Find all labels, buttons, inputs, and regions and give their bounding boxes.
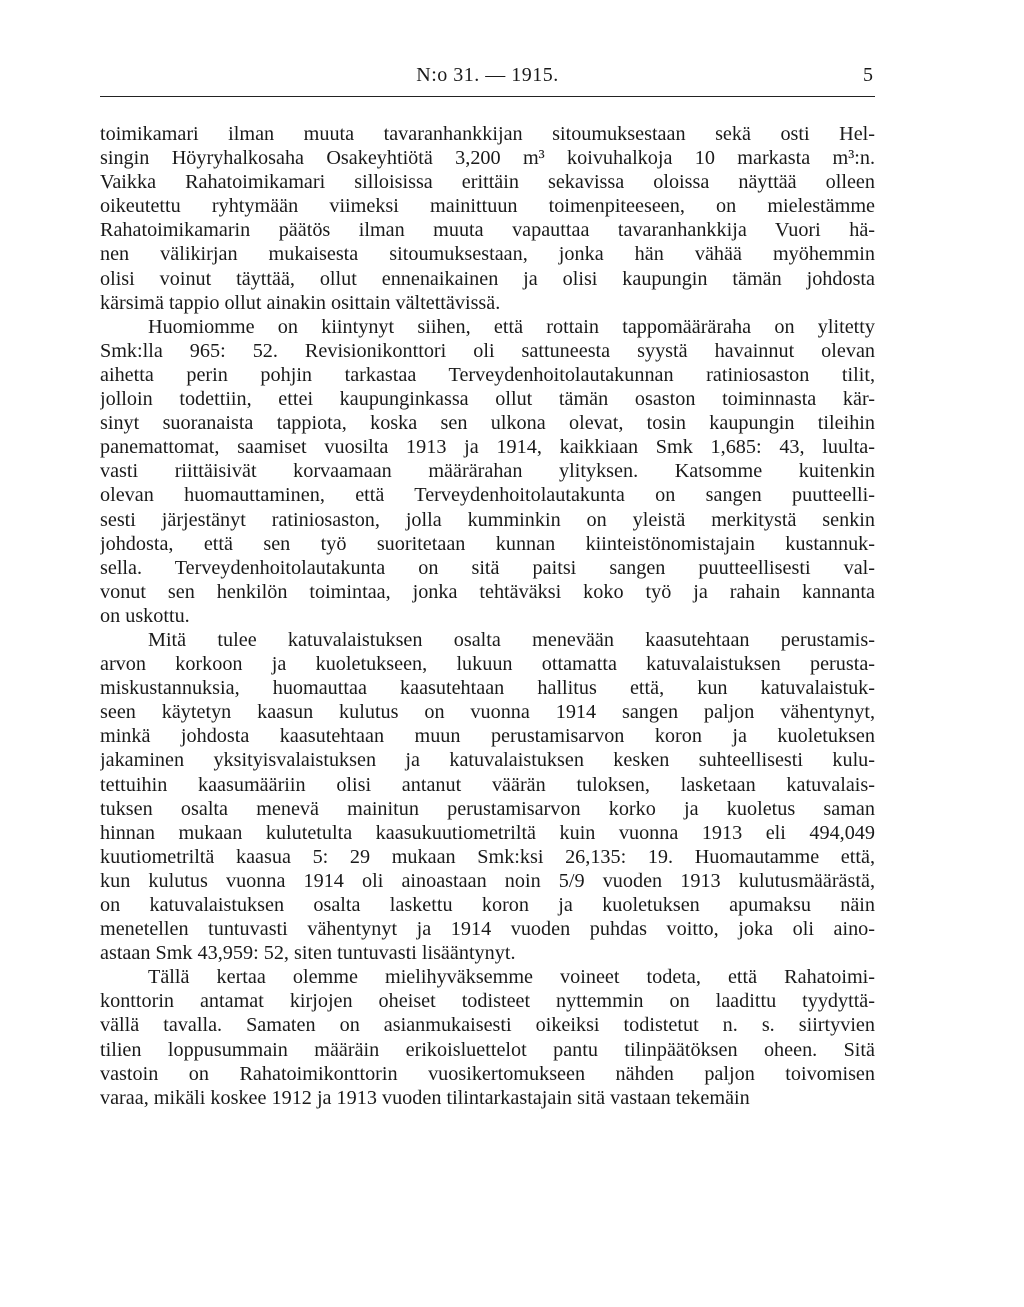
text-line: minkä johdosta kaasutehtaan muun perustamisarvon koron ja kuoletuksen (100, 725, 875, 748)
text-line: on uskottu. (100, 604, 190, 627)
text-line: tettuihin kaasumääriin olisi antanut väärän tuloksen, lasketaan katuvalais- (100, 773, 875, 796)
text-line: oikeutettu ryhtymään viimeksi mainittuun toimenpiteeseen, on mielestämme (100, 195, 875, 218)
text-line: on katuvalaistuksen osalta laskettu koron ja kuoletuksen apumaksu näin (100, 894, 875, 916)
text-line: astaan Smk 43,959: 52, siten tuntuvasti lisääntynyt. (100, 942, 516, 965)
text-line: aihetta perin pohjin tarkastaa Terveydenhoitolautakunnan ratiniosaston tilit, (100, 363, 875, 386)
text-line: olisi voinut täyttää, ollut ennenaikainen ja olisi kaupungin tämän johdosta (100, 267, 875, 290)
text-line: kärsimä tappio ollut ainakin osittain vältettävissä. (100, 291, 501, 314)
text-line: Smk:lla 965: 52. Revisionikonttori oli sattuneesta syystä havainnut olevan (100, 339, 875, 362)
text-line: jolloin todettiin, ettei kaupunginkassa ollut tämän osaston toiminnasta kär- (100, 388, 875, 411)
text-line: menetellen tuntuvasti vähentynyt ja 1914 vuoden puhdas voitto, joka oli aino- (100, 918, 875, 941)
text-line: Vaikka Rahatoimikamari silloisissa erittäin sekavissa oloissa näyttää olleen (100, 171, 875, 194)
text-line: Mitä tulee katuvalaistuksen osalta menevään kaasutehtaan perustamis- (148, 628, 875, 651)
text-line: Tällä kertaa olemme mielihyväksemme voineet todeta, että Rahatoimi- (148, 966, 875, 989)
page-number: 5 (863, 64, 873, 86)
text-line: sinyt suoranaista tappiota, koska sen ulkona olevat, tosin kaupungin tileihin (100, 412, 875, 435)
text-line: vasti riittäisivät korvaamaan määrärahan ylityksen. Katsomme kuitenkin (100, 460, 875, 483)
text-line: sella. Terveydenhoitolautakunta on sitä paitsi sangen puutteellisesti val- (100, 556, 875, 579)
text-line: arvon korkoon ja kuoletukseen, lukuun ottamatta katuvalaistuksen perusta- (100, 653, 875, 676)
text-line: singin Höyryhalkosaha Osakeyhtiötä 3,200 m³ koivuhalkoja 10 markasta m³:n. (100, 147, 875, 170)
text-line: Rahatoimikamarin päätös ilman muuta vapauttaa tavaranhankkija Vuori hä- (100, 219, 875, 242)
text-line: seen käytetyn kaasun kulutus on vuonna 1914 sangen paljon vähentynyt, (100, 701, 875, 724)
text-line: panemattomat, saamiset vuosilta 1913 ja 1914, kaikkiaan Smk 1,685: 43, luulta- (100, 436, 875, 459)
text-line: hinnan mukaan kulutetulta kaasukuutiometriltä kuin vuonna 1913 eli 494,049 (100, 821, 875, 844)
text-line: kun kulutus vuonna 1914 oli ainoastaan noin 5/9 vuoden 1913 kulutusmäärästä, (100, 869, 875, 892)
paragraph (100, 965, 875, 1110)
running-title: N:o 31. — 1915. (416, 64, 559, 86)
running-header (100, 60, 875, 90)
text-line: tuksen osalta menevä mainitun perustamisarvon korko ja kuoletus saman (100, 797, 875, 820)
text-line: kuutiometriltä kaasua 5: 29 mukaan Smk:ksi 26,135: 19. Huomautamme että, (100, 845, 875, 868)
text-line: tilien loppusummain määräin erikoisluettelot pantu tilinpäätöksen oheen. Sitä (100, 1038, 875, 1061)
text-line: varaa, mikäli koskee 1912 ja 1913 vuoden tilintarkastajain sitä vastaan tekemäin (100, 1086, 750, 1109)
text-line: vällä tavalla. Samaten on asianmukaisesti oikeiksi todistetut n. s. siirtyvien (100, 1014, 875, 1037)
body-text (100, 122, 875, 1110)
paragraph (100, 628, 875, 965)
text-line: vastoin on Rahatoimikonttorin vuosikertomukseen nähden paljon toivomisen (100, 1062, 875, 1085)
text-line: konttorin antamat kirjojen oheiset todisteet nyttemmin on laadittu tyydyttä- (100, 990, 875, 1013)
text-line: vonut sen henkilön toimintaa, jonka tehtäväksi koko työ ja rahain kannanta (100, 580, 875, 603)
text-line: sesti järjestänyt ratiniosaston, jolla kumminkin on yleistä merkitystä senkin (100, 508, 875, 531)
paragraph (100, 315, 875, 628)
text-line: Huomiomme on kiintynyt siihen, että rottain tappomääräraha on ylitetty (148, 315, 875, 338)
header-rule (100, 96, 875, 97)
text-line: miskustannuksia, huomauttaa kaasutehtaan hallitus että, kun katuvalaistuk- (100, 677, 875, 700)
text-line: johdosta, että sen työ suoritetaan kunnan kiinteistönomistajain kustannuk- (100, 532, 875, 555)
text-line: olevan huomauttaminen, että Terveydenhoitolautakunta on sangen puutteelli- (100, 484, 875, 507)
text-line: toimikamari ilman muuta tavaranhankkijan sitoumuksestaan sekä osti Hel- (100, 123, 875, 145)
paragraph (100, 122, 875, 315)
text-line: jakaminen yksityisvalaistuksen ja katuvalaistuksen kesken suhteellisesti kulu- (100, 749, 875, 772)
text-line: nen välikirjan mukaisesta sitoumuksestaan, jonka hän vähää myöhemmin (100, 243, 875, 266)
